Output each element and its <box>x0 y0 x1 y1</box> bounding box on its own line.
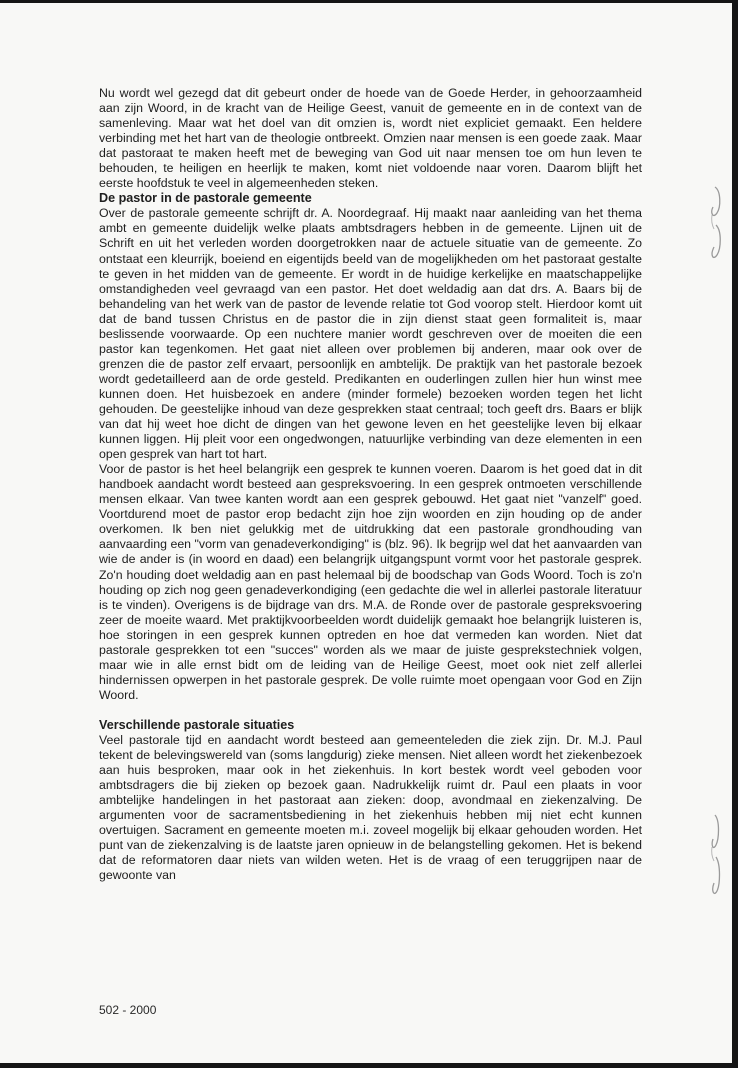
article-body <box>99 86 642 883</box>
section-heading-pastor: De pastor in de pastorale gemeente <box>99 191 312 206</box>
binding-clip-icon <box>706 185 726 265</box>
paragraph-intro: Nu wordt wel gezegd dat dit gebeurt onder de hoede van de Goede Herder, in gehoorzaamheid aan zijn Woord, in de kracht van de Heilige Geest, vanuit de gemeente en in de context van de samenleving. Maar wat het doel van dit omzien is, wordt niet expliciet gemaakt. Een heldere verbinding met het hart van de theologie ontbreekt. Omzien naar mensen is een goede zaak. Maar dat pastoraat te maken heeft met de beweging van God uit naar mensen toe om hun leven te behouden, te heiligen en heerlijk te maken, komt niet voldoende naar voren. Daarom blijft het eerste hoofdstuk te veel in algemeenheden steken. <box>99 86 642 191</box>
paragraph-pastorale-gemeente: Over de pastorale gemeente schrijft dr. A. Noordegraaf. Hij maakt naar aanleiding van het thema ambt en gemeente duidelijk welke plaats ambtsdragers hebben in de gemeente. Lijnen uit de Schrift en uit het verleden worden doorgetrokken naar de actuele situatie van de gemeente. Zo ontstaat een kleurrijk, boeiend en eigentijds beeld van de mogelijkheden om het pastoraat gestalte te geven in het midden van de gemeente. Er wordt in de huidige kerkelijke en maatschappelijke omstandigheden veel gevraagd van een pastor. Het doet weldadig aan dat drs. A. Baars bij de behandeling van het werk van de pastor de levende relatie tot God voorop stelt. Hierdoor komt uit dat de band tussen Christus en de pastor die in zijn dienst staat geen formaliteit is, maar beslissende voorwaarde. Op een nuchtere manier wordt geschreven over de moeiten die een pastor kan tegenkomen. Het gaat niet alleen over problemen bij anderen, maar ook over de grenzen die de pastor zelf ervaart, persoonlijk en ambtelijk. De praktijk van het pastorale bezoek wordt gedetailleerd aan de orde gesteld. Predikanten en ouderlingen zullen hier hun winst mee kunnen doen. Het huisbezoek en andere (minder formele) bezoeken worden tegen het licht gehouden. De geestelijke inhoud van deze gesprekken staat centraal; toch geeft drs. Baars er blijk van dat hij weet hoe dicht de dingen van het gewone leven en het geestelijke leven bij elkaar kunnen liggen. Hij pleit voor een ongedwongen, natuurlijke verbinding van deze elementen in een open gesprek van hart tot hart. <box>99 206 642 462</box>
paragraph-gespreksvoering: Voor de pastor is het heel belangrijk een gesprek te kunnen voeren. Daarom is het goed dat in dit handboek aandacht wordt besteed aan gespreksvoering. In een gesprek ontmoeten verschillende mensen elkaar. Van twee kanten wordt aan een gesprek gebouwd. Het gaat niet "vanzelf" goed. Voortdurend moet de pastor erop bedacht zijn hoe zijn woorden en zijn houding op de ander overkomen. Ik ben niet gelukkig met de uitdrukking dat een pastorale grondhouding van aanvaarding een "vorm van genadeverkondiging" is (blz. 96). Ik begrijp wel dat het aanvaarden van wie de ander is (in woord en daad) een belangrijk uitgangspunt vormt voor het pastorale gesprek. Zo'n houding doet weldadig aan en past helemaal bij de boodschap van Gods Woord. Toch is zo'n houding op zich nog geen genadeverkondiging (een gedachte die wel in allerlei pastorale literatuur is te vinden). Overigens is de bijdrage van drs. M.A. de Ronde over de pastorale gespreksvoering zeer de moeite waard. Met praktijkvoorbeelden wordt duidelijk gemaakt hoe belangrijk luisteren is, hoe storingen in een gesprek kunnen optreden en hoe dat vermeden kan worden. Niet dat pastorale gesprekken tot een "succes" worden als we maar de juiste gesprekstechniek volgen, maar wie in alle ernst bidt om de leiding van de Heilige Geest, moet ook niet zelf allerlei hindernissen opwerpen in het pastorale gesprek. De volle ruimte moet opengaan voor God en Zijn Woord. <box>99 462 642 702</box>
paragraph-zieken: Veel pastorale tijd en aandacht wordt besteed aan gemeenteleden die ziek zijn. Dr. M.J. Paul tekent de belevingswereld van (soms langdurig) zieke mensen. Niet alleen wordt het ziekenbezoek aan huis besproken, maar ook in het ziekenhuis. In kort bestek wordt veel geboden voor ambtsdragers die bij zieken op bezoek gaan. Nadrukkelijk ruimt dr. Paul een plaats in voor ambtelijke handelingen in het pastoraat aan zieken: doop, avondmaal en ziekenzalving. De argumenten voor de sacramentsbediening in het ziekenhuis hebben mij niet echt kunnen overtuigen. Sacrament en gemeente moeten m.i. zoveel mogelijk bij elkaar gehouden worden. Het punt van de ziekenzalving is de laatste jaren opnieuw in de belangstelling gekomen. Het is bekend dat de reformatoren daar niets van wilden weten. Het is de vraag of een teruggrijpen naar de gewoonte van <box>99 732 642 883</box>
page-footer: 502 - 2000 <box>99 1003 157 1017</box>
section-heading-situaties: Verschillende pastorale situaties <box>99 717 295 732</box>
binding-clip-icon <box>706 813 726 903</box>
